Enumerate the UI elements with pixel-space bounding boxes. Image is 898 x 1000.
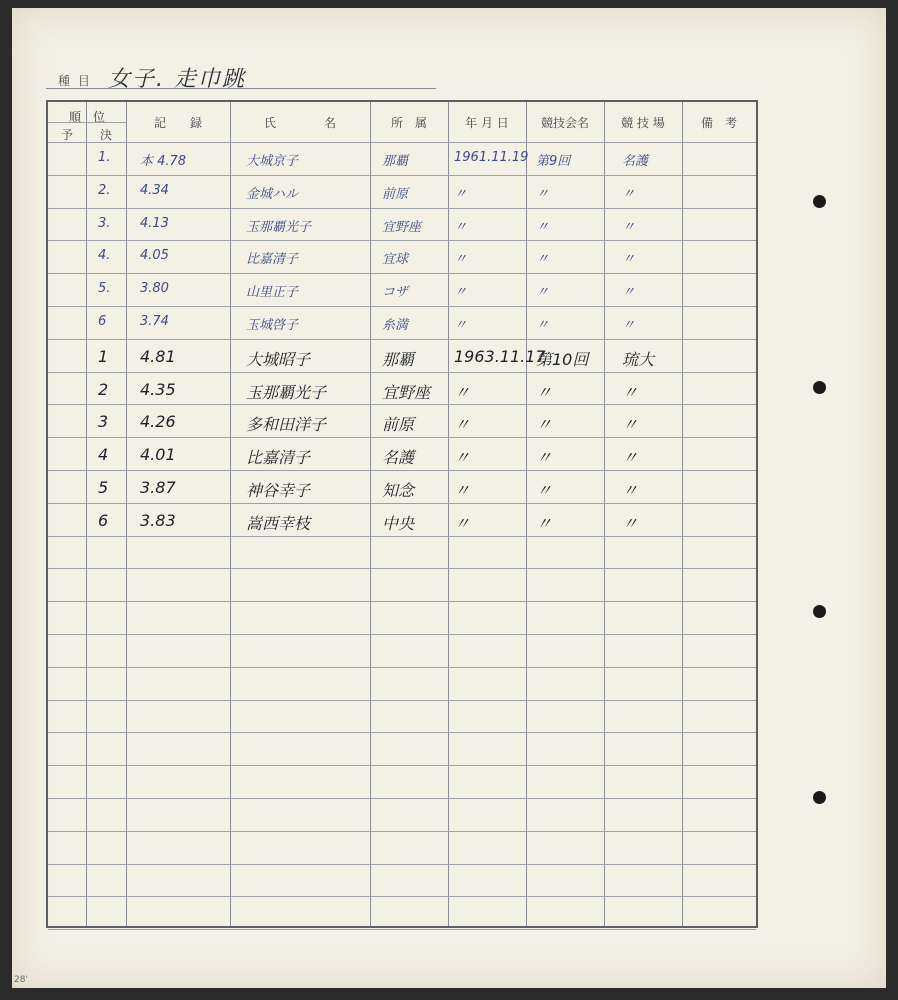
cell-date: 〃	[454, 285, 468, 301]
cell-rank: 1.	[98, 150, 111, 165]
cell-venue: 琉大	[622, 349, 655, 369]
cell-name: 比嘉清子	[246, 448, 311, 468]
cell-meet: 〃	[536, 415, 553, 435]
cell-meet: 〃	[536, 513, 553, 533]
cell-affiliation: 前原	[382, 186, 409, 202]
cell-record: 4.13	[140, 215, 169, 231]
cell-affiliation: 前原	[382, 415, 415, 435]
cell-rank: 6	[98, 510, 109, 530]
page-number: 28'	[14, 975, 28, 985]
record-table	[46, 100, 758, 928]
header-meet: 競技会名	[540, 116, 589, 130]
cell-venue: 〃	[622, 252, 636, 268]
cell-affiliation: 宜野座	[382, 382, 431, 402]
row-divider	[48, 864, 756, 865]
cell-venue: 〃	[622, 382, 639, 402]
header-remarks: 備 考	[700, 116, 737, 130]
cell-rank: 4	[98, 445, 109, 465]
row-divider	[48, 536, 756, 537]
cell-name: 金城ハル	[246, 186, 299, 202]
cell-affiliation: 知念	[382, 481, 415, 500]
cell-meet: 〃	[536, 285, 550, 301]
row-divider	[48, 601, 756, 602]
cell-venue: 〃	[622, 448, 639, 468]
cell-name: 多和田洋子	[246, 415, 327, 435]
header-final: 決	[99, 128, 112, 142]
cell-rank: 2.	[98, 182, 111, 198]
cell-affiliation: 名護	[382, 448, 415, 468]
row-divider	[48, 700, 756, 701]
cell-venue: 〃	[622, 186, 636, 202]
header-prelim: 予	[60, 128, 73, 142]
cell-record: 4.26	[140, 412, 176, 432]
cell-date: 〃	[454, 186, 468, 202]
cell-record: 4.81	[140, 346, 176, 366]
row-divider	[48, 372, 756, 373]
cell-meet: 〃	[536, 252, 550, 268]
column-divider	[230, 102, 231, 926]
cell-date: 1961.11.19	[454, 150, 529, 165]
row-divider	[48, 503, 756, 504]
cell-date: 〃	[454, 448, 471, 468]
row-divider	[48, 667, 756, 668]
row-divider	[48, 437, 756, 438]
column-divider	[682, 102, 683, 926]
header-venue: 競 技 場	[621, 116, 665, 130]
cell-name: 大城昭子	[246, 349, 311, 369]
cell-date: 〃	[454, 252, 468, 268]
cell-date: 〃	[454, 382, 471, 402]
cell-name: 山里正子	[246, 285, 299, 301]
row-divider	[48, 208, 756, 209]
cell-venue: 〃	[622, 285, 636, 301]
cell-record: 3.87	[140, 478, 176, 497]
column-divider	[126, 102, 127, 926]
cell-meet: 〃	[536, 481, 553, 500]
header-date: 年 月 日	[465, 116, 509, 130]
row-divider	[48, 470, 756, 471]
cell-name: 神谷幸子	[246, 481, 311, 500]
row-divider	[48, 306, 756, 307]
binder-hole	[813, 195, 826, 208]
cell-venue: 〃	[622, 219, 636, 235]
cell-date: 〃	[454, 481, 471, 500]
cell-meet: 第9回	[536, 154, 571, 169]
cell-rank: 2	[98, 379, 109, 399]
row-divider	[48, 240, 756, 241]
cell-name: 比嘉清子	[246, 252, 299, 268]
column-divider	[604, 102, 605, 926]
row-divider	[48, 929, 756, 930]
column-divider	[86, 102, 87, 926]
cell-record: 3.74	[140, 314, 169, 329]
cell-venue: 〃	[622, 513, 639, 533]
header-affiliation: 所 属	[390, 116, 427, 130]
event-name: 女子. 走巾跳	[108, 67, 246, 92]
cell-venue: 〃	[622, 318, 636, 333]
cell-rank: 4.	[98, 248, 111, 264]
cell-record: 4.34	[140, 182, 169, 198]
cell-affiliation: 宜野座	[382, 219, 422, 235]
binder-hole	[813, 381, 826, 394]
cell-record: 本 4.78	[140, 154, 187, 169]
cell-date: 〃	[454, 513, 471, 533]
cell-rank: 1	[98, 346, 109, 366]
header-name: 氏 名	[263, 116, 336, 130]
row-divider	[48, 273, 756, 274]
binder-hole	[813, 605, 826, 618]
cell-record: 3.83	[140, 510, 176, 530]
row-divider	[48, 404, 756, 405]
cell-affiliation: コザ	[382, 285, 409, 301]
cell-meet: 〃	[536, 219, 550, 235]
cell-rank: 3	[98, 412, 109, 432]
cell-meet: 〃	[536, 382, 553, 402]
cell-date: 〃	[454, 318, 468, 333]
rank-subheader-divider	[48, 122, 126, 123]
cell-venue: 〃	[622, 481, 639, 500]
cell-rank: 3.	[98, 215, 111, 231]
cell-name: 嵩西幸枝	[246, 513, 311, 533]
cell-affiliation: 那覇	[382, 154, 409, 169]
row-divider	[48, 831, 756, 832]
cell-rank: 5	[98, 478, 109, 497]
header-rank: 順 位	[68, 110, 105, 124]
row-divider	[48, 732, 756, 733]
column-divider	[370, 102, 371, 926]
cell-meet: 第10回	[536, 349, 589, 369]
cell-venue: 名護	[622, 154, 649, 169]
cell-name: 玉那覇光子	[246, 219, 312, 235]
cell-name: 玉那覇光子	[246, 382, 327, 402]
cell-meet: 〃	[536, 448, 553, 468]
cell-meet: 〃	[536, 186, 550, 202]
column-divider	[448, 102, 449, 926]
cell-rank: 5.	[98, 281, 111, 297]
cell-affiliation: 糸満	[382, 318, 409, 333]
row-divider	[48, 175, 756, 176]
cell-rank: 6	[98, 314, 107, 329]
cell-record: 3.80	[140, 281, 169, 297]
binder-hole	[813, 791, 826, 804]
cell-name: 大城京子	[246, 154, 299, 169]
cell-affiliation: 宜球	[382, 252, 409, 268]
cell-date: 〃	[454, 219, 468, 235]
cell-record: 4.05	[140, 248, 169, 264]
row-divider	[48, 142, 756, 143]
cell-name: 玉城啓子	[246, 318, 299, 333]
row-divider	[48, 339, 756, 340]
cell-date: 1963.11.17	[454, 346, 546, 366]
column-divider	[526, 102, 527, 926]
row-divider	[48, 634, 756, 635]
cell-meet: 〃	[536, 318, 550, 333]
row-divider	[48, 896, 756, 897]
cell-date: 〃	[454, 415, 471, 435]
row-divider	[48, 765, 756, 766]
header-record: 記 録	[153, 116, 202, 130]
cell-record: 4.35	[140, 379, 176, 399]
row-divider	[48, 798, 756, 799]
event-label: 種 目	[58, 74, 92, 88]
cell-affiliation: 那覇	[382, 349, 415, 369]
cell-affiliation: 中央	[382, 513, 415, 533]
cell-venue: 〃	[622, 415, 639, 435]
row-divider	[48, 568, 756, 569]
cell-record: 4.01	[140, 445, 176, 465]
